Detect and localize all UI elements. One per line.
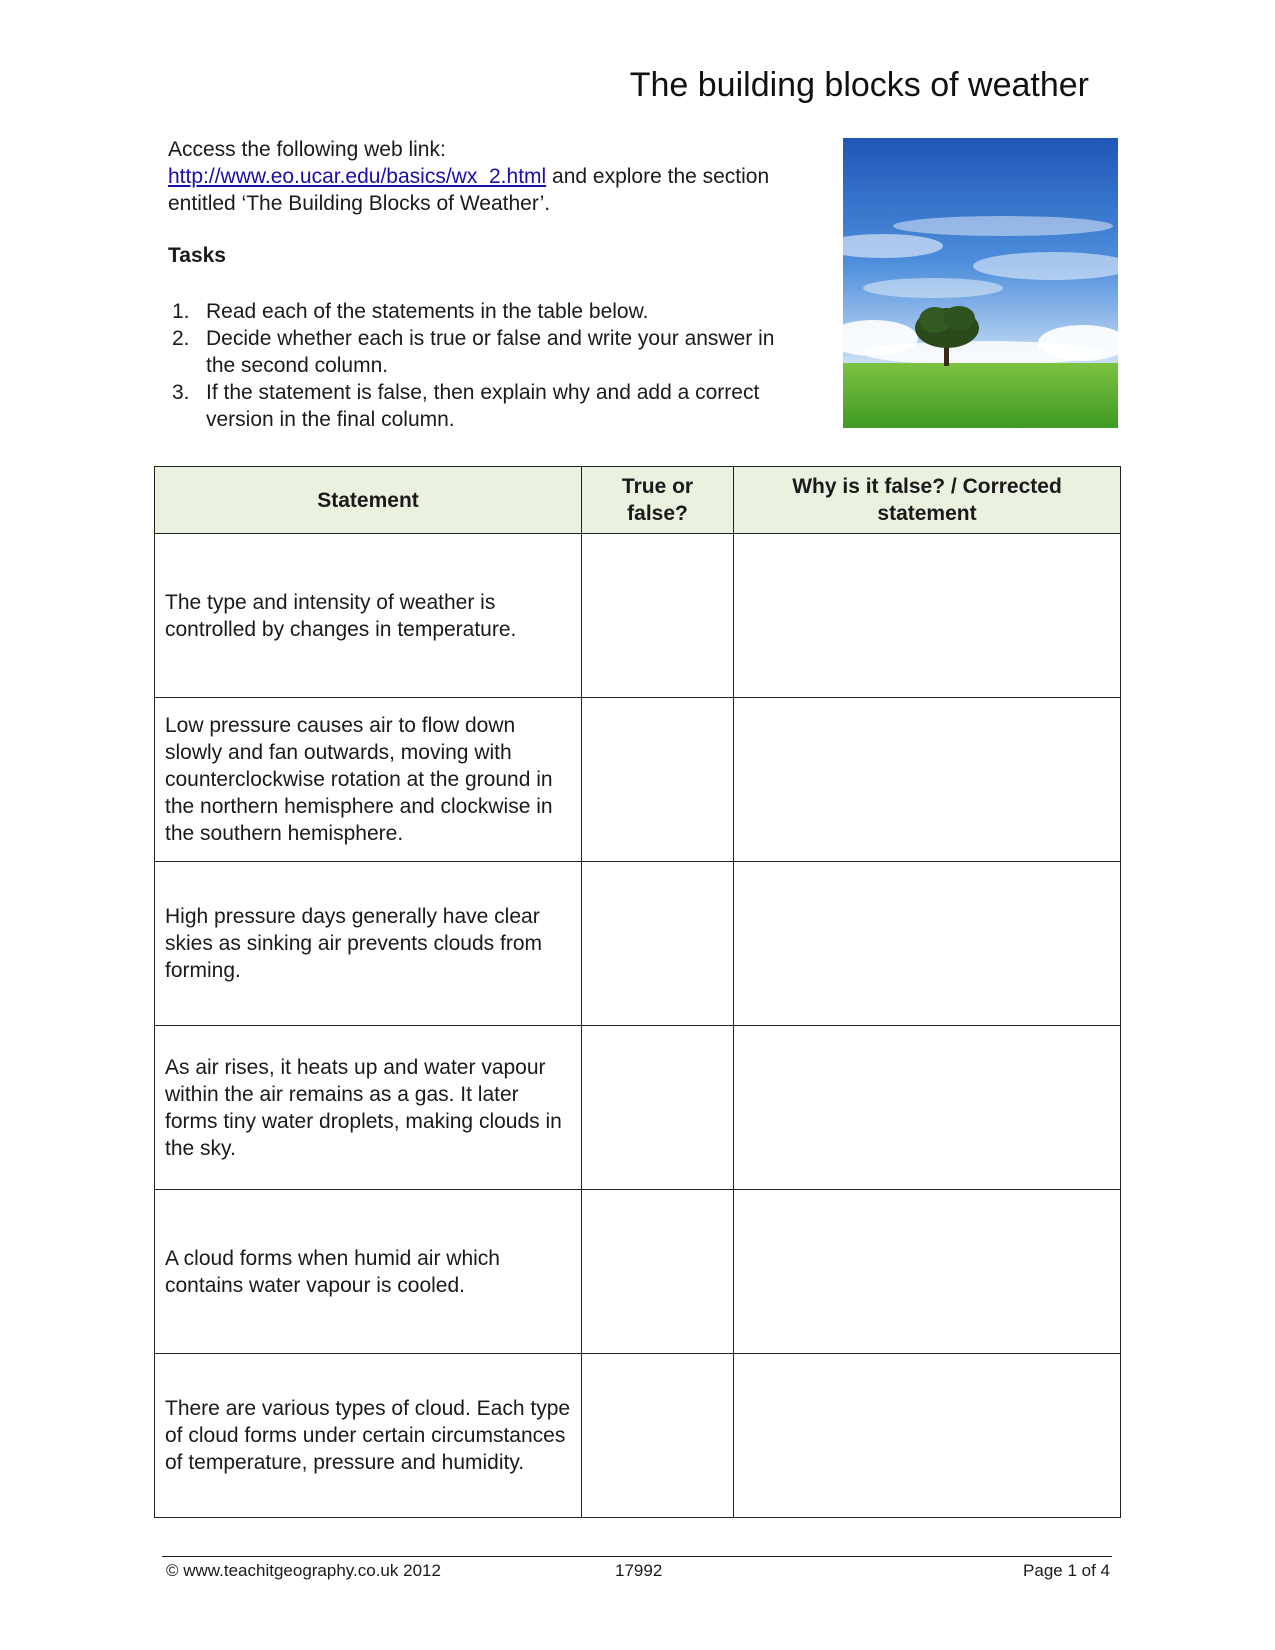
tasks-heading: Tasks bbox=[168, 244, 226, 267]
task-item bbox=[168, 325, 808, 379]
table-row bbox=[155, 1026, 1121, 1190]
table-row bbox=[155, 534, 1121, 698]
statement-cell: A cloud forms when humid air which contains water vapour is cooled. bbox=[155, 1190, 582, 1354]
intro-continuation: and explore the section entitled ‘The Building Blocks of Weather’. bbox=[168, 165, 770, 215]
statement-cell: The type and intensity of weather is controlled by changes in temperature. bbox=[155, 534, 582, 698]
header-true-or-false: True or false? bbox=[582, 467, 734, 534]
table-header-row bbox=[155, 467, 1121, 534]
statement-cell: High pressure days generally have clear skies as sinking air prevents clouds from forming. bbox=[155, 862, 582, 1026]
answer-cell[interactable] bbox=[582, 862, 734, 1026]
table-row bbox=[155, 698, 1121, 862]
footer-divider bbox=[162, 1556, 1112, 1557]
answer-cell[interactable] bbox=[582, 534, 734, 698]
task-text: Read each of the statements in the table below. bbox=[206, 300, 649, 323]
statement-cell: Low pressure causes air to flow down slowly and fan outwards, moving with counterclockwise rotation at the ground in the northern hemisphere and clockwise in the southern hemisphere. bbox=[155, 698, 582, 862]
task-number: 2. bbox=[172, 327, 190, 350]
footer-page-number: Page 1 of 4 bbox=[1023, 1561, 1110, 1580]
correction-cell[interactable] bbox=[734, 1026, 1121, 1190]
table-row bbox=[155, 862, 1121, 1026]
correction-cell[interactable] bbox=[734, 534, 1121, 698]
statement-cell: There are various types of cloud. Each type of cloud forms under certain circumstances of temperature, pressure and humidity. bbox=[155, 1354, 582, 1518]
web-link[interactable]: http://www.eo.ucar.edu/basics/wx_2.html bbox=[168, 165, 547, 188]
footer-copyright: © www.teachitgeography.co.uk 2012 bbox=[166, 1561, 441, 1580]
correction-cell[interactable] bbox=[734, 698, 1121, 862]
grass-field bbox=[843, 363, 1118, 428]
task-number: 1. bbox=[172, 300, 190, 323]
header-correction: Why is it false? / Corrected statement bbox=[734, 467, 1121, 534]
answer-cell[interactable] bbox=[582, 1190, 734, 1354]
task-number: 3. bbox=[172, 381, 190, 404]
answer-cell[interactable] bbox=[582, 1026, 734, 1190]
correction-cell[interactable] bbox=[734, 862, 1121, 1026]
intro-paragraph bbox=[168, 136, 808, 217]
correction-cell[interactable] bbox=[734, 1190, 1121, 1354]
task-text: If the statement is false, then explain why and add a correct version in the final column. bbox=[206, 381, 760, 431]
table-row bbox=[155, 1190, 1121, 1354]
correction-cell[interactable] bbox=[734, 1354, 1121, 1518]
footer-resource-code: 17992 bbox=[615, 1561, 663, 1580]
sky-and-tree-photo bbox=[843, 138, 1118, 428]
task-text: Decide whether each is true or false and write your answer in the second column. bbox=[206, 327, 775, 377]
page-title: The building blocks of weather bbox=[629, 66, 1089, 104]
task-item bbox=[168, 298, 808, 325]
statements-table bbox=[154, 466, 1121, 1518]
intro-text: Access the following web link: bbox=[168, 138, 446, 161]
answer-cell[interactable] bbox=[582, 698, 734, 862]
answer-cell[interactable] bbox=[582, 1354, 734, 1518]
table-row bbox=[155, 1354, 1121, 1518]
statement-cell: As air rises, it heats up and water vapour within the air remains as a gas. It later forms tiny water droplets, making clouds in the sky. bbox=[155, 1026, 582, 1190]
task-item bbox=[168, 379, 808, 433]
header-statement: Statement bbox=[155, 467, 582, 534]
task-list bbox=[168, 298, 808, 433]
